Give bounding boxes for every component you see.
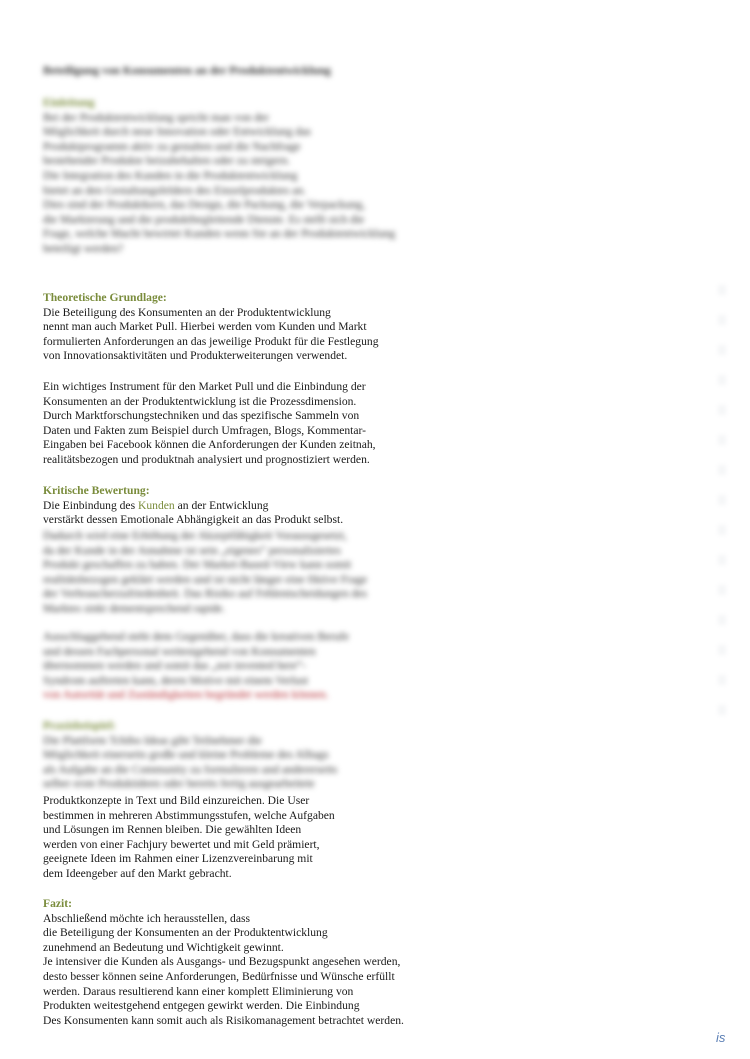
intro-line: Bei der Produktentwicklung spricht man von der <box>43 110 270 124</box>
highlight-kunden: Kunden <box>138 498 175 512</box>
practice-blurred-line: als Aufgabe an die Community zu formulieren und andererseits <box>43 762 338 776</box>
practice-blurred-block <box>43 719 463 792</box>
conclusion-line: Des Konsumenten kann somit auch als Risikomanagement betrachtet werden. <box>43 1013 404 1027</box>
intro-heading: Einleitung <box>43 96 95 109</box>
intro-section <box>43 96 463 257</box>
theory-line: von Innovationsaktivitäten und Produkterweiterungen verwendet. <box>43 349 348 363</box>
practice-blurred-line: Die Plattform Tchibo Ideas gibt Teilnehmer die <box>43 733 262 747</box>
critique-blurred-line: Marktes sinkt dementsprechend rapide. <box>43 601 226 615</box>
practice-line: bestimmen in mehreren Abstimmungsstufen, welche Aufgaben <box>43 808 335 822</box>
critique-line-1-start: Die Einbindung des <box>43 498 138 512</box>
critique-blurred-block-1 <box>43 529 463 617</box>
intro-line: Die Integration des Kunden in die Produktentwicklung <box>43 168 298 182</box>
intro-line: Möglichkeit durch neue Innovation oder Entwicklung das <box>43 125 311 139</box>
theory-line: Eingaben bei Facebook können die Anforderungen der Kunden zeitnah, <box>43 438 376 452</box>
critique-blurred-red-line: von Autorität und Zuständigkeiten begründet werden können. <box>43 688 329 702</box>
document-title: Beteiligung von Konsumenten an der Produktentwicklung <box>43 64 331 77</box>
intro-line: beteiligt werden? <box>43 241 124 255</box>
critique-blurred-line: Ausschlaggebend steht dem Gegenüber, dass die kreativen Berufe <box>43 630 350 643</box>
intro-line: bietet an den Gestaltungsfeldern des Einzelproduktes an. <box>43 183 307 197</box>
conclusion-line: die Beteiligung der Konsumenten an der Produktentwicklung <box>43 926 328 940</box>
theory-line: Die Beteiligung des Konsumenten an der Produktentwicklung <box>43 305 331 319</box>
theory-line: nennt man auch Market Pull. Hierbei werden vom Kunden und Markt <box>43 320 367 334</box>
critique-blurred-line: realitätsbezogen geklärt werden und ist nicht länger eine fiktive Frage <box>43 572 368 586</box>
critique-line-1-end: an der Entwicklung <box>174 498 269 512</box>
conclusion-line: Produkten weitestgehend entgegen gewirkt werden. Die Einbindung <box>43 999 360 1013</box>
practice-line: und Lösungen im Rennen bleiben. Die gewählten Ideen <box>43 823 302 837</box>
practice-heading: Praxisbeispiel: <box>43 719 116 732</box>
intro-line: bestehender Produkte beizubehalten oder zu steigern. <box>43 154 291 168</box>
critique-blurred-line: Dadurch wird eine Erhöhung der Akzeptfähigkeit Voraussgesetzt, <box>43 529 347 542</box>
intro-line: Produktprogramm aktiv zu gestalten und die Nachfrage <box>43 139 301 153</box>
theory-line: realitätsbezogen und produktnah analysiert und prognostiziert werden. <box>43 452 370 466</box>
critique-blurred-line: und dessen Fachpersonal weitestgehend von Konsumenten <box>43 644 316 658</box>
theory-paragraph-2 <box>43 380 463 468</box>
theory-line: formulierten Anforderungen an das jeweilige Produkt für die Festlegung <box>43 334 379 348</box>
intro-line: Frage, welche Macht bewirtet Kunden wenn Sie an der Produktentwicklung <box>43 227 396 241</box>
theory-heading: Theoretische Grundlage: <box>43 291 167 304</box>
theory-line: Konsumenten an der Produktentwicklung ist die Prozessdimension. <box>43 394 357 408</box>
theory-section <box>43 291 463 364</box>
practice-blurred-line: Möglichkeit einerseits große und kleine Probleme des Alltags <box>43 748 329 762</box>
critique-section <box>43 484 463 528</box>
practice-section <box>43 794 463 882</box>
intro-line: die Markierung und die produktbegleitende Dienste. Es stellt sich die <box>43 212 365 226</box>
margin-decoration <box>718 285 726 725</box>
corner-logo: is <box>716 1030 726 1045</box>
conclusion-section <box>43 897 493 1028</box>
practice-line: werden von einer Fachjury bewertet und mit Geld prämiert, <box>43 837 320 851</box>
conclusion-line: desto besser können seine Anforderungen, Bedürfnisse und Wünsche erfüllt <box>43 969 395 983</box>
critique-heading: Kritische Bewertung: <box>43 484 150 497</box>
practice-line: geeignete Ideen im Rahmen einer Lizenzvereinbarung mit <box>43 852 313 866</box>
critique-blurred-line: Produkt geschaffen zu haben. Der Market-Based-View kann somit <box>43 558 352 572</box>
practice-line: dem Ideengeber auf den Markt gebracht. <box>43 866 232 880</box>
conclusion-line: Je intensiver die Kunden als Ausgangs- und Bezugspunkt angesehen werden, <box>43 955 401 969</box>
critique-blurred-line: übernommen werden und somit das „not invented here“- <box>43 659 307 673</box>
critique-blurred-line: der Verbraucherzufriedenheit. Das Risiko auf Fehlentscheidungen des <box>43 587 367 601</box>
conclusion-heading: Fazit: <box>43 897 72 910</box>
conclusion-line: Abschließend möchte ich herausstellen, dass <box>43 911 251 925</box>
critique-blurred-line: da der Kunde in der Annahme ist sein „eigenes“ personalisiertes <box>43 543 341 557</box>
critique-blurred-block-2 <box>43 630 463 703</box>
intro-line: Dies sind der Produktkern, das Design, die Packung, die Verpackung, <box>43 198 366 212</box>
critique-blurred-line: Syndrom auftreten kann, deren Motive mit einem Verlust <box>43 673 309 687</box>
theory-line: Durch Marktforschungstechniken und das spezifische Sammeln von <box>43 409 360 423</box>
practice-line: Produktkonzepte in Text und Bild einzureichen. Die User <box>43 794 310 807</box>
practice-blurred-line: selber erste Produktideen oder bereits fertig ausgearbeitete <box>43 777 315 791</box>
conclusion-line: werden. Daraus resultierend kann einer komplett Eliminierung von <box>43 984 354 998</box>
theory-line: Ein wichtiges Instrument für den Market Pull und die Einbindung der <box>43 380 366 393</box>
conclusion-line: zunehmend an Bedeutung und Wichtigkeit gewinnt. <box>43 940 284 954</box>
critique-line-1 <box>43 499 463 514</box>
theory-line: Daten und Fakten zum Beispiel durch Umfragen, Blogs, Kommentar- <box>43 423 367 437</box>
critique-line-2: verstärkt dessen Emotionale Abhängigkeit an das Produkt selbst. <box>43 513 344 527</box>
